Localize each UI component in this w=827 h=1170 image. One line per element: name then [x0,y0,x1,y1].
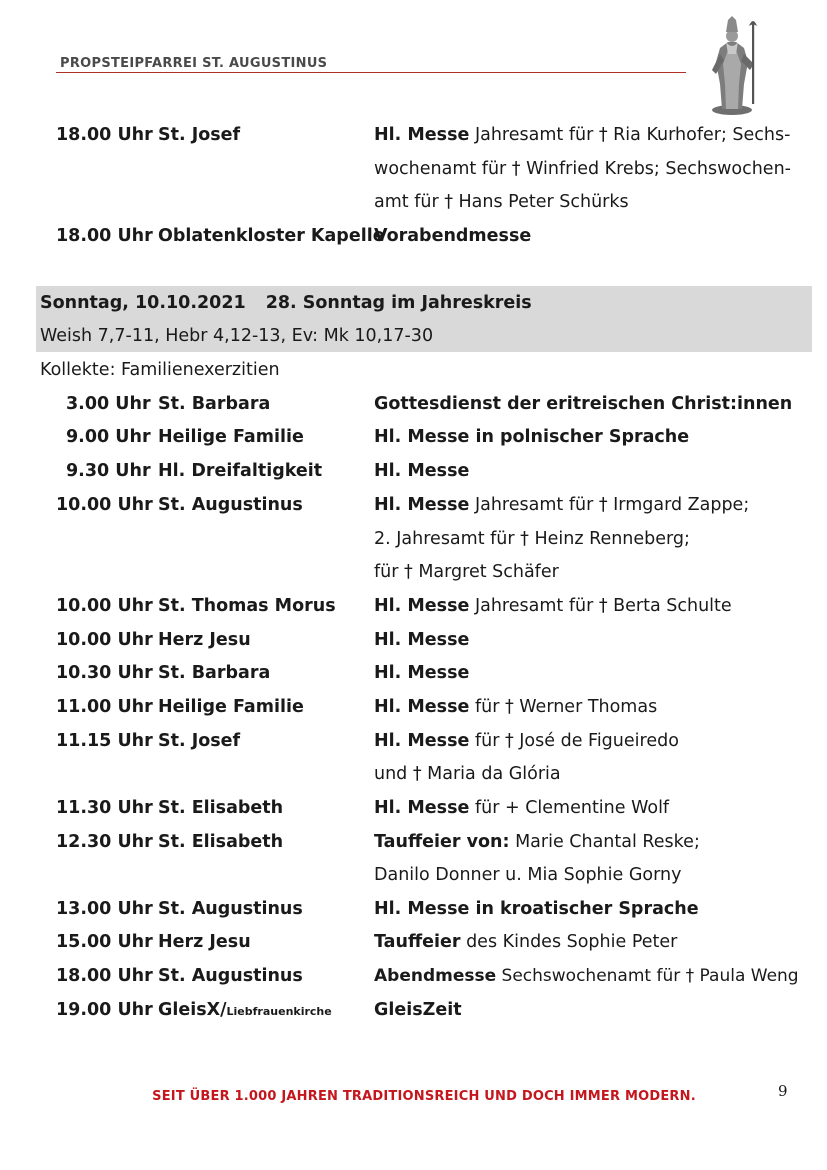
entry-text-continued: 2. Jahresamt für † Heinz Renneberg; [374,529,690,549]
entry-type: Tauffeier [374,932,461,952]
entry-place: St. Elisabeth [158,798,284,818]
day-heading [40,288,532,318]
entry-description [374,827,700,857]
entry-time: 9.00 Uhr [66,427,151,447]
entry-description [374,658,469,688]
entry-time: 3.00 Uhr [66,394,151,414]
entry-place: St. Augustinus [158,899,303,919]
entry-type: Abendmesse [374,966,497,986]
entry-place: Heilige Familie [158,427,304,447]
page-header-title: PROPSTEIPFARREI ST. AUGUSTINUS [60,56,328,71]
entry-time: 18.00 Uhr [56,226,153,246]
entry-text: des Kindes Sophie Peter [466,932,678,952]
entry-time: 19.00 Uhr [56,1000,153,1020]
entry-type: Gottesdienst der eritreischen Christ:innen [374,394,793,414]
entry-description [374,625,469,655]
entry-description [374,793,669,823]
entry-place: St. Josef [158,731,241,751]
day-readings: Weish 7,7-11, Hebr 4,12-13, Ev: Mk 10,17-30 [40,326,434,346]
entry-time: 10.00 Uhr [56,630,153,650]
entry-description [374,490,749,520]
entry-text: Jahresamt für † Ria Kurhofer; Sechs- [474,125,791,145]
day-collection: Kollekte: Familienexerzitien [40,360,280,380]
entry-place: Hl. Dreifaltigkeit [158,461,323,481]
entry-type: Vorabendmesse [374,226,532,246]
entry-type: Hl. Messe [374,697,470,717]
entry-type: Hl. Messe [374,461,470,481]
entry-text-continued: wochenamt für † Winfried Krebs; Sechswochen- [374,159,791,179]
entry-type: Hl. Messe [374,731,470,751]
entry-type: Hl. Messe [374,495,470,515]
entry-place-main: GleisX/ [158,1000,227,1020]
entry-time: 18.00 Uhr [56,966,153,986]
entry-place: St. Thomas Morus [158,596,336,616]
entry-description [374,456,469,486]
entry-text-continued: amt für † Hans Peter Schürks [374,192,629,212]
entry-place [158,995,332,1027]
entry-time: 13.00 Uhr [56,899,153,919]
entry-description [374,995,462,1025]
entry-text-continued: Danilo Donner u. Mia Sophie Gorny [374,865,682,885]
page-number: 9 [778,1082,788,1100]
entry-description [374,120,790,150]
day-liturgical-title: 28. Sonntag im Jahreskreis [265,293,532,313]
footer-slogan: SEIT ÜBER 1.000 JAHREN TRADITIONSREICH UND DOCH IMMER MODERN. [152,1089,696,1104]
entry-place: Heilige Familie [158,697,304,717]
entry-place: Herz Jesu [158,630,251,650]
entry-text: für + Clementine Wolf [474,798,670,818]
entry-place: St. Augustinus [158,495,303,515]
entry-description [374,894,699,924]
entry-text-continued: und † Maria da Glória [374,764,561,784]
entry-time: 12.30 Uhr [56,832,153,852]
entry-text: Marie Chantal Reske; [515,832,700,852]
entry-time: 18.00 Uhr [56,125,153,145]
entry-place: St. Josef [158,125,241,145]
entry-text: Jahresamt für † Berta Schulte [474,596,732,616]
entry-text-continued: für † Margret Schäfer [374,562,559,582]
entry-time: 11.00 Uhr [56,697,153,717]
entry-description [374,692,657,722]
entry-place: St. Barbara [158,394,271,414]
entry-description [374,927,677,957]
entry-place-small: Liebfrauenkirche [226,1005,332,1018]
entry-type: Hl. Messe [374,596,470,616]
entry-place: St. Elisabeth [158,832,284,852]
entry-type: Hl. Messe [374,125,470,145]
entry-time: 10.00 Uhr [56,596,153,616]
entry-place: St. Augustinus [158,966,303,986]
entry-time: 10.30 Uhr [56,663,153,683]
entry-type: Hl. Messe [374,630,470,650]
entry-text: für † José de Figueiredo [474,731,679,751]
entry-time: 11.30 Uhr [56,798,153,818]
entry-time: 11.15 Uhr [56,731,153,751]
day-date: Sonntag, 10.10.2021 [40,293,246,313]
entry-description [374,726,679,756]
entry-place: Herz Jesu [158,932,251,952]
entry-description [374,591,732,621]
entry-time: 9.30 Uhr [66,461,151,481]
entry-type: GleisZeit [374,1000,462,1020]
entry-description [374,389,792,419]
entry-text: Sechswochenamt für † Paula Weng [501,966,799,986]
entry-time: 15.00 Uhr [56,932,153,952]
entry-type: Hl. Messe [374,663,470,683]
saint-statue-image [704,14,760,116]
entry-type: Tauffeier von: [374,832,510,852]
entry-description [374,422,689,452]
entry-place: Oblatenkloster Kapelle [158,226,385,246]
entry-place: St. Barbara [158,663,271,683]
entry-type: Hl. Messe in kroatischer Sprache [374,899,699,919]
entry-type: Hl. Messe in polnischer Sprache [374,427,690,447]
entry-time: 10.00 Uhr [56,495,153,515]
header-rule [56,72,686,73]
entry-type: Hl. Messe [374,798,470,818]
entry-text: für † Werner Thomas [474,697,658,717]
entry-description [374,221,531,251]
entry-text: Jahresamt für † Irmgard Zappe; [474,495,750,515]
entry-description [374,961,799,991]
